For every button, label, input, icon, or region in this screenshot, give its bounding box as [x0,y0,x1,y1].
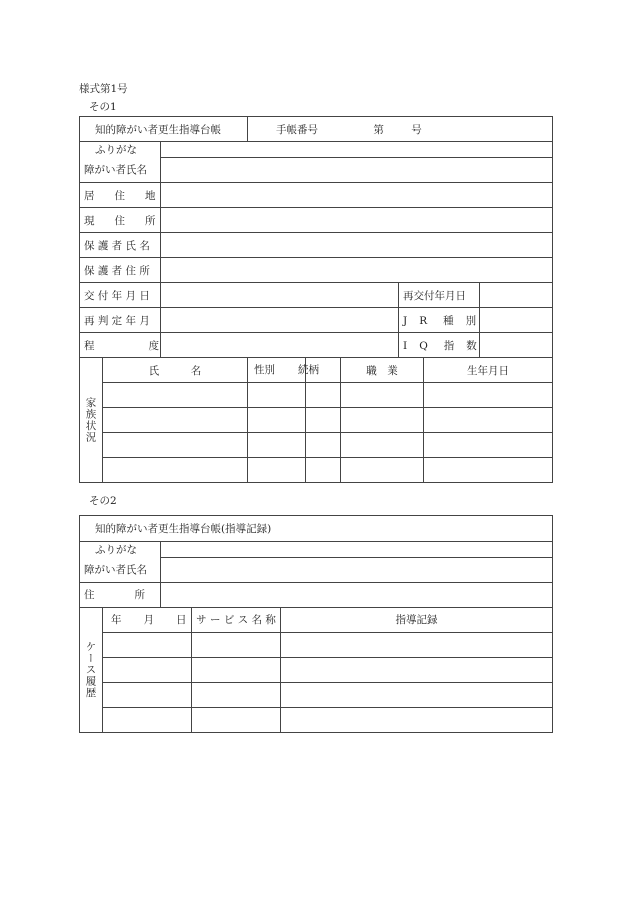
family-col-job: 職 業 [341,358,424,383]
part2-address-label: 住 所 [80,582,161,607]
furigana-field[interactable] [161,142,553,158]
part2-name-label: 障がい者氏名 [80,557,161,582]
part2-table [79,515,553,733]
guardian-name-label: 保 護 者 氏 名 [80,233,161,258]
name-field[interactable] [161,158,553,183]
degree-label: 程 度 [80,333,161,358]
issue-date-label: 交 付 年 月 日 [80,283,161,308]
guardian-address-row [80,258,553,283]
dai-label: 第 [373,123,384,136]
family-header-sex: 性別 [254,364,275,376]
residence-field[interactable] [161,183,553,208]
part2-name-field[interactable] [161,557,553,582]
case-row [80,682,553,707]
part2-name-row [80,557,553,582]
part2-heading: その2 [89,495,117,507]
family-row [80,433,553,458]
notebook-label: 手帳番号 [276,123,319,136]
furigana-label: ふりがな [80,142,161,158]
guardian-name-row [80,233,553,258]
current-address-label: 現 住 所 [80,208,161,233]
rejudge-date-field[interactable] [161,308,399,333]
family-row [80,383,553,408]
case-header-row [80,607,553,632]
family-col-name: 氏 名 [103,358,248,383]
degree-row [80,333,553,358]
case-row [80,632,553,657]
family-header-relation: 続柄 [298,364,319,376]
title-row [80,117,553,142]
case-col-service: サ ー ビ ス 名 称 [192,607,281,632]
part1-heading: その1 [89,101,117,113]
degree-field[interactable] [161,333,399,358]
residence-label: 居 住 地 [80,183,161,208]
rejudge-row [80,308,553,333]
name-row [80,158,553,183]
case-side-label: ケース履歴 [80,607,103,732]
iq-field[interactable] [480,333,553,358]
part2-address-field[interactable] [161,582,553,607]
family-row [80,408,553,433]
part2-title: 知的障がい者更生指導台帳(指導記録) [80,516,553,542]
current-address-field[interactable] [161,208,553,233]
residence-row [80,183,553,208]
part2-furigana-field[interactable] [161,542,553,558]
issue-date-row [80,283,553,308]
part2-furigana-label: ふりがな [80,542,161,558]
family-row [80,458,553,483]
part2-address-row [80,582,553,607]
family-col-birth: 生年月日 [424,358,553,383]
reissue-date-label: 再交付年月日 [399,283,480,308]
guardian-name-field[interactable] [161,233,553,258]
iq-label: I Q 指 数 [399,333,480,358]
case-col-record: 指導記録 [281,607,553,632]
case-col-date: 年 月 日 [103,607,192,632]
guardian-address-label: 保 護 者 住 所 [80,258,161,283]
jr-type-field[interactable] [480,308,553,333]
reissue-date-field[interactable] [480,283,553,308]
rejudge-date-label: 再 判 定 年 月 [80,308,161,333]
furigana-row [80,142,553,158]
issue-date-field[interactable] [161,283,399,308]
case-row [80,707,553,732]
current-address-row [80,208,553,233]
part2-furigana-row [80,542,553,558]
name-label: 障がい者氏名 [80,158,161,183]
jr-type-label: J R 種 別 [399,308,480,333]
part2-title-row [80,516,553,542]
go-label: 号 [411,123,422,136]
case-row [80,657,553,682]
part1-title: 知的障がい者更生指導台帳 [80,117,248,142]
part1-table [79,116,553,483]
guardian-address-field[interactable] [161,258,553,283]
form-number: 様式第1号 [79,83,128,95]
family-side-label: 家族状況 [80,358,103,483]
notebook-number-cell[interactable] [248,117,553,142]
